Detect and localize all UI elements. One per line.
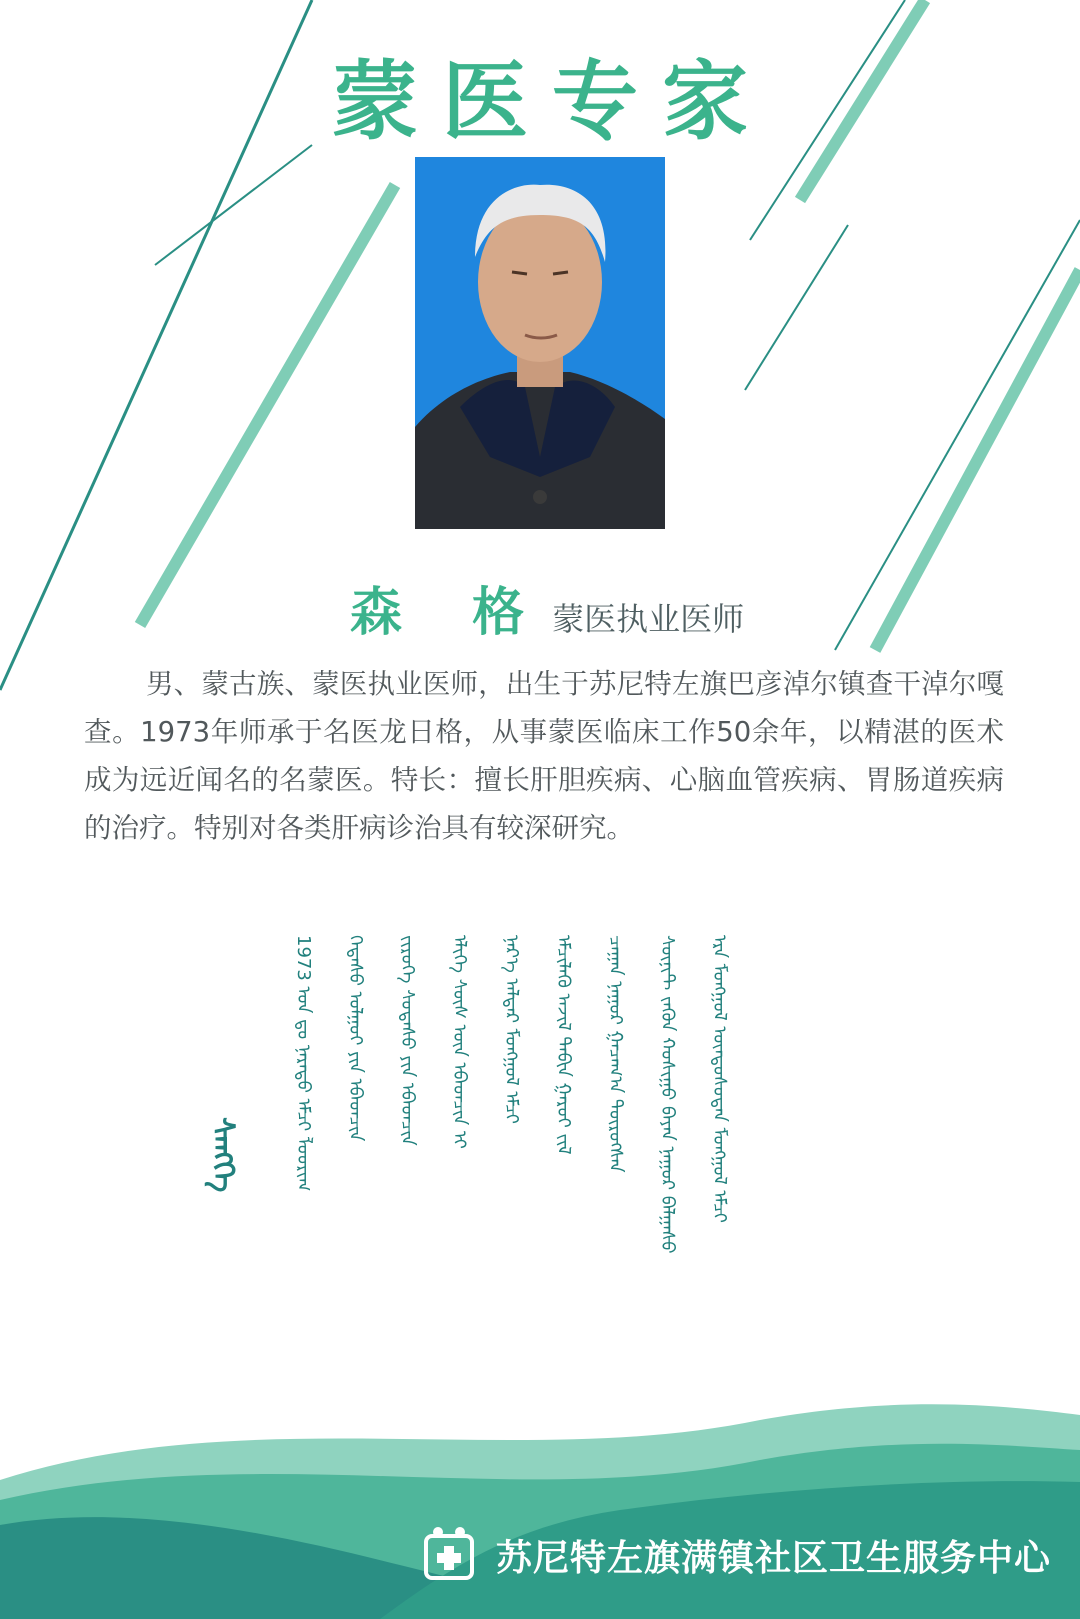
doctor-name-row bbox=[350, 570, 745, 643]
mongolian-bio-column: ᠡᠯᠢᠭᠡ ᠰᠦᠰ ᠦᠨ ᠡᠪᠡᠳᠴᠢᠨ ᠢ bbox=[449, 935, 470, 1149]
mongolian-bio-column: ᠭᠡᠳᠡᠰᠦ ᠣᠯᠭᠣᠢ ᠶᠢᠨ ᠡᠪᠡᠳᠴᠢᠨ bbox=[345, 935, 366, 1142]
mongolian-bio-column: ᠡᠮᠴᠢᠯᠡᠬᠦ ᠠᠵᠢᠯ ᠲᠠᠪᠢᠨ ᠭᠠᠷᠤᠢ ᠵᠢᠯ bbox=[553, 935, 574, 1155]
mongolian-bio-column: ᠡᠷᠡ ᠮᠣᠩᠭᠣᠯ ᠦᠨᠳᠦᠰᠦᠲᠡᠨ ᠮᠣᠩᠭᠣᠯ ᠡᠮᠴᠢ bbox=[709, 935, 730, 1223]
stripe-line bbox=[875, 270, 1080, 650]
hospital-cross-logo-icon bbox=[420, 1524, 478, 1582]
mongolian-bio-column: ᠨᠡᠷ᠎ᠡ ᠠᠯᠳᠠᠷ ᠮᠣᠩᠭᠣᠯ ᠡᠮᠴᠢ bbox=[501, 935, 522, 1124]
mongolian-bio-column: ᠵᠢᠷᠦᠬᠡ ᠰᠤᠳᠠᠰᠤ ᠶᠢᠨ ᠡᠪᠡᠳᠴᠢᠨ bbox=[397, 935, 418, 1146]
organization-name: 苏尼特左旗满镇社区卫生服务中心 bbox=[496, 1537, 1052, 1579]
mongolian-bio-column: 1973 ᠣᠨ ᠳᠤ ᠨᠡᠷᠡᠲᠦ ᠡᠮᠴᠢ ᠯᠤᠤᠷᠢᠭ bbox=[293, 935, 314, 1192]
mongolian-name: ᠰᠡᠩᠭᠡ bbox=[205, 1117, 240, 1193]
doctor-title: 蒙医执业医师 bbox=[552, 600, 745, 638]
mongolian-bio-column: ᠰᠦᠨᠢᠲ ᠵᠡᠭᠦᠨ ᠬᠣᠰᠢᠭᠤ ᠪᠠᠶᠠᠨ ᠨᠠᠭᠤᠷ ᠪᠠᠯᠭᠠᠰᠤ bbox=[657, 935, 678, 1254]
doctor-portrait bbox=[415, 157, 665, 529]
portrait-illustration bbox=[415, 157, 665, 529]
stripe-line bbox=[835, 220, 1080, 650]
mongolian-bio-column: ᠴᠠᠭᠠᠨ ᠨᠠᠭᠤᠷ ᠭᠠᠴᠠᠭ᠎ᠠ ᠲᠥᠷᠦᠭᠰᠡᠨ bbox=[605, 935, 626, 1173]
stripe-line bbox=[155, 145, 312, 265]
doctor-bio: 男、蒙古族、蒙医执业医师，出生于苏尼特左旗巴彦淖尔镇查干淖尔嘎查。1973年师承于名医龙日格，从事蒙医临床工作50余年，以精湛的医术成为远近闻名的名蒙医。特长：擅长肝胆疾病、心脑血管疾病、胃肠道疾病的治疗。特别对各类肝病诊治具有较深研究。 bbox=[84, 668, 1004, 844]
stripe-line bbox=[140, 185, 395, 625]
mongolian-bio bbox=[292, 935, 732, 1435]
doctor-name: 森 格 bbox=[350, 583, 551, 643]
page-title: 蒙医专家 bbox=[332, 52, 772, 152]
stripe-line bbox=[745, 225, 848, 390]
